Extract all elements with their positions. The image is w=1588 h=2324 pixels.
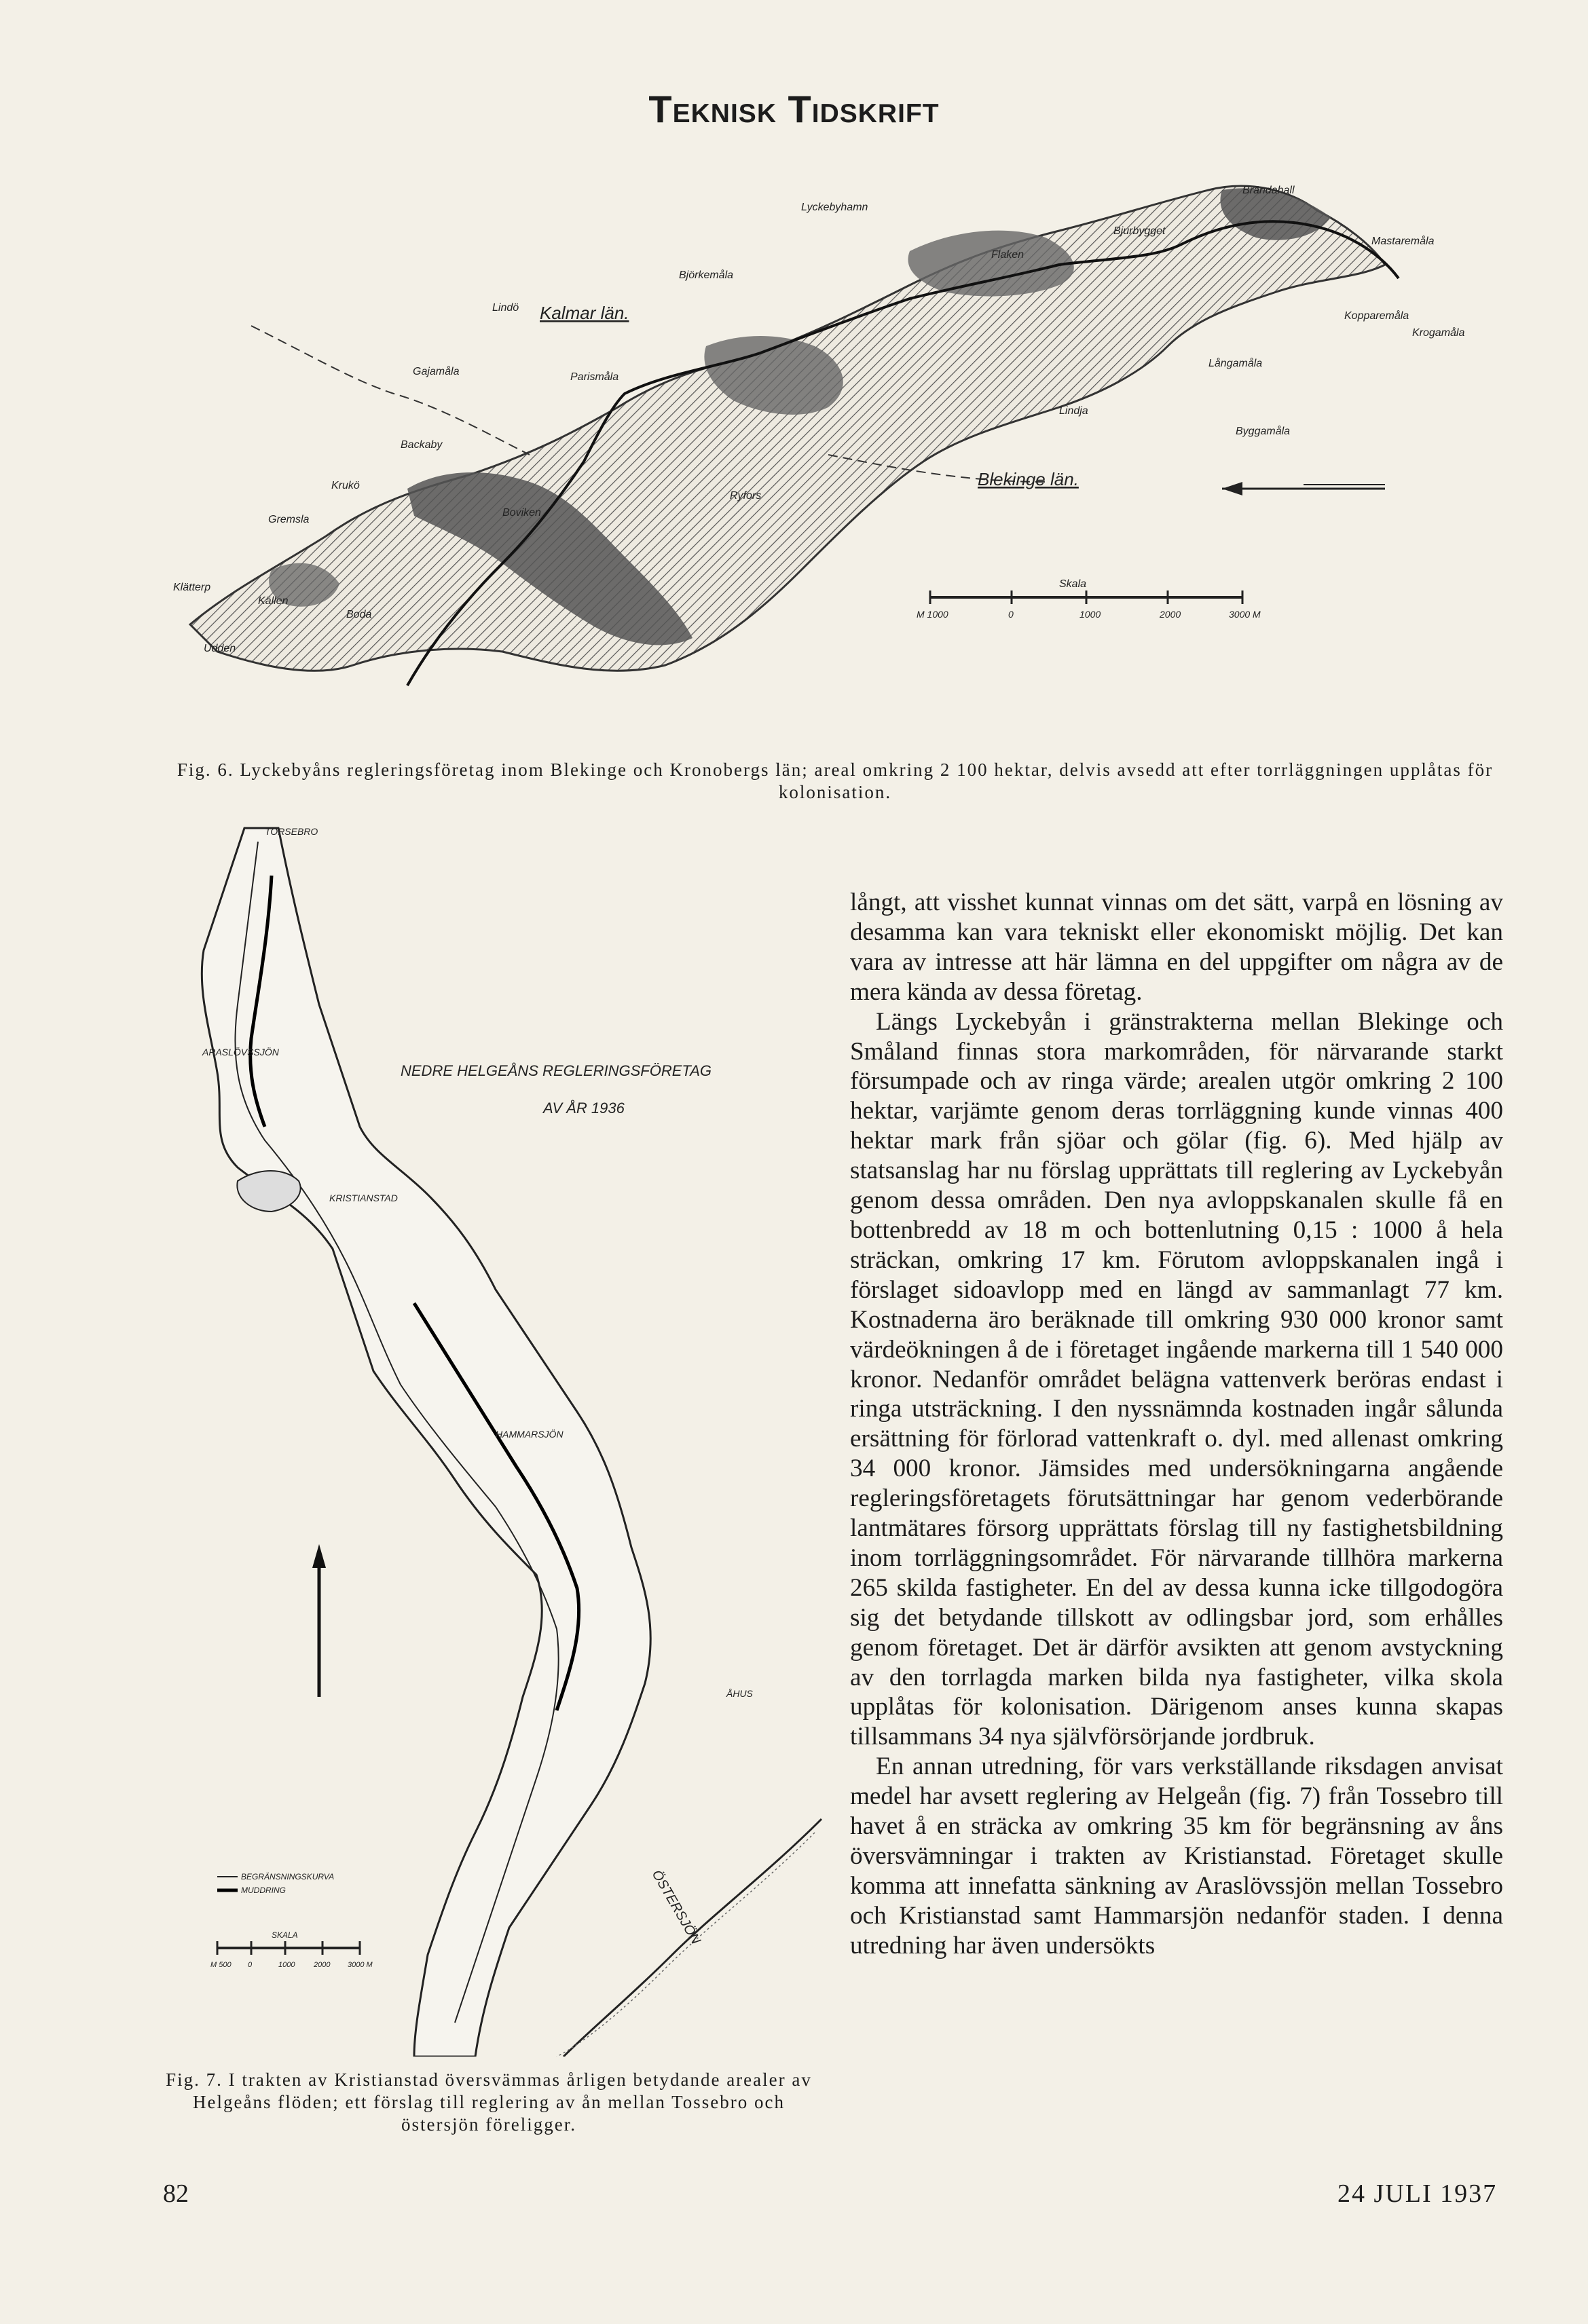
label-bjorkemala: Björkemåla (679, 269, 734, 281)
label-gremsla: Gremsla (268, 514, 310, 525)
figure7-map (156, 814, 828, 2057)
scale-label-1000: 1000 (278, 1961, 295, 1969)
label-ostersjon: ÖSTERSJÖN (648, 1867, 703, 1947)
figure7-caption (163, 2069, 815, 2136)
label-gajamala: Gajamåla (413, 366, 460, 377)
label-flaken: Flaken (991, 249, 1024, 261)
legend-label-1: BEGRÄNSNINGSKURVA (241, 1872, 335, 1881)
label-kristianstad: KRISTIANSTAD (329, 1193, 398, 1203)
scale-label-3000: 3000 M (348, 1961, 373, 1969)
label-udden: Udden (204, 643, 236, 654)
label-lindo: Lindö (492, 302, 519, 314)
figure7-caption-label: Fig. 7. (166, 2069, 223, 2090)
figure6-caption-text: Lyckebyåns regleringsföretag inom Blekinge och Kronobergs län; areal omkring 2 100 hektar, delvis avsedd att efter torrläggningen upplåtas för kolonisation. (240, 760, 1494, 802)
label-skala: SKALA (272, 1930, 298, 1940)
label-langamala: Långamåla (1208, 358, 1263, 369)
scale-label-m1000: M 1000 (917, 609, 948, 620)
label-torsebro: TORSEBRO (265, 826, 318, 837)
paragraph-3: En annan utredning, för vars verkställande riksdagen anvisat medel har avsett reglering av Helgeån (fig. 7) från Tossebro till havet å en sträcka av omkring 35 km för begränsning av åns översvämningar i trakten av Kristianstad. Företaget skulle komma att innefatta sänkning av Araslövssjön mellan Tossebro och Kristianstad samt Hammarsjön nedanför staden. I denna utredning har även undersökts (850, 1753, 1503, 1960)
figure6-caption-label: Fig. 6. (177, 760, 234, 780)
label-boda: Boda (346, 609, 372, 620)
scale-label-0: 0 (248, 1961, 253, 1969)
label-mastaremala: Mastaremåla (1371, 236, 1435, 247)
scale-label-2000: 2000 (1160, 609, 1181, 620)
scale-label-1000: 1000 (1079, 609, 1101, 620)
county-boundary-north (251, 326, 530, 455)
label-lyckebyhamn: Lyckebyhamn (801, 202, 868, 213)
label-lindja: Lindja (1059, 405, 1088, 417)
scale-label-3000: 3000 M (1229, 609, 1261, 620)
figure7-caption-text: I trakten av Kristianstad översvämmas årligen betydande arealer av Helgeåns flöden; ett förslag till reglering av ån mellan Tossebro och östersjön föreligger. (193, 2069, 812, 2135)
figure6-caption (170, 759, 1500, 804)
title-line-2: AV ÅR 1936 (543, 1100, 625, 1117)
title-line-1: NEDRE HELGEÅNS REGLERINGSFÖRETAG (401, 1062, 712, 1079)
figure6-map (149, 149, 1500, 747)
label-skala: Skala (1059, 578, 1087, 590)
label-kallen: Källen (258, 595, 289, 607)
journal-title: Teknisk Tidskrift (648, 88, 940, 130)
label-boviken: Boviken (502, 507, 541, 519)
label-bjurbygget: Bjurbygget (1113, 225, 1166, 237)
article-body (850, 888, 1503, 1961)
paragraph-2: Längs Lyckebyån i gränstrakterna mellan Blekinge och Småland finnas stora markområden, för närvarande starkt försumpade och av ringa värde; arealen utgör omkring 2 100 hektar, varjämte genom deras torrläggning kunde vinnas 400 hektar mark från sjöar och gölar (fig. 6). Med hjälp av statsanslag har nu förslag upprättats till reglering av Lyckebyån genom dessa områden. Den nya avloppskanalen skulle få en bottenbredd av 18 m och bottenlutning 0,15 : 1000 å hela sträckan, omkring 17 km. Förutom avloppskanalen ingå i förslaget sidoavlopp med en längd av sammanlagt 77 km. Kostnaderna äro beräknade till omkring 930 000 kronor samt värdeökningen å de i företaget ingående markerna till 1 540 000 kronor. Nedanför området belägna vattenverk beröras endast i ringa utsträckning. I den nyssnämnda kostnaden ingår sålunda ersättning för förlorad vattenkraft o. dyl. med allenast omkring 34 000 kronor. Jämsides med undersökningarna angående regleringsföretagets förutsättningar har genom vederbörande lantmätares försorg upprättats förslag till ny fastighetsbildning inom torrläggningsområdet. För närvarande tillhöra markerna 265 skilda fastigheter. En del av dessa kunna icke tillgodogöra sig det betydande tillskott av odlingsbar jord, som erhålles genom företaget. Det är därför avsikten att genom avstyckning av den torrlagda marken bilda nya fastigheter, vilka skola upplåtas för kolonisation. Därigenom anses kunna skapas tillsammans 34 nya självförsörjande jordbruk. (850, 1007, 1503, 1751)
legend-label-2: MUDDRING (241, 1886, 286, 1895)
label-blekinge-lan: Blekinge län. (978, 469, 1079, 489)
label-klatterp: Klätterp (173, 582, 211, 593)
coast-shading (557, 1833, 815, 2057)
label-araslovssjon: ARASLÖVSSJÖN (202, 1047, 279, 1057)
label-hammarsjon: HAMMARSJÖN (496, 1429, 564, 1440)
flooded-area-3 (908, 231, 1073, 297)
label-byggamala: Byggamåla (1236, 426, 1291, 437)
arrow-head (1222, 482, 1242, 495)
issue-date: 24 JULI 1937 (1337, 2179, 1498, 2208)
scale-label-2000: 2000 (314, 1961, 331, 1969)
label-brandahall: Brändahall (1242, 185, 1295, 196)
label-kalmar-lan: Kalmar län. (540, 303, 629, 323)
label-backaby: Backaby (401, 439, 443, 451)
label-kopparemala: Kopparemåla (1344, 310, 1409, 322)
label-ahus: ÅHUS (726, 1688, 753, 1699)
paragraph-1: långt, att visshet kunnat vinnas om det sätt, varpå en lösning av desamma kan vara tekniskt eller ekonomiskt möjlig. Det kan vara av intresse att här lämna en del uppgifter om några av de mera kända av dessa företag. (850, 888, 1503, 1006)
label-kruko: Krukö (331, 480, 360, 491)
page-number: 82 (163, 2179, 189, 2208)
label-parismala: Parismåla (570, 371, 619, 383)
label-krogamala: Krogamåla (1412, 327, 1465, 339)
scale-label-m500: M 500 (210, 1961, 232, 1969)
label-ryfors: Ryfors (730, 490, 762, 502)
scale-label-0: 0 (1008, 609, 1014, 620)
